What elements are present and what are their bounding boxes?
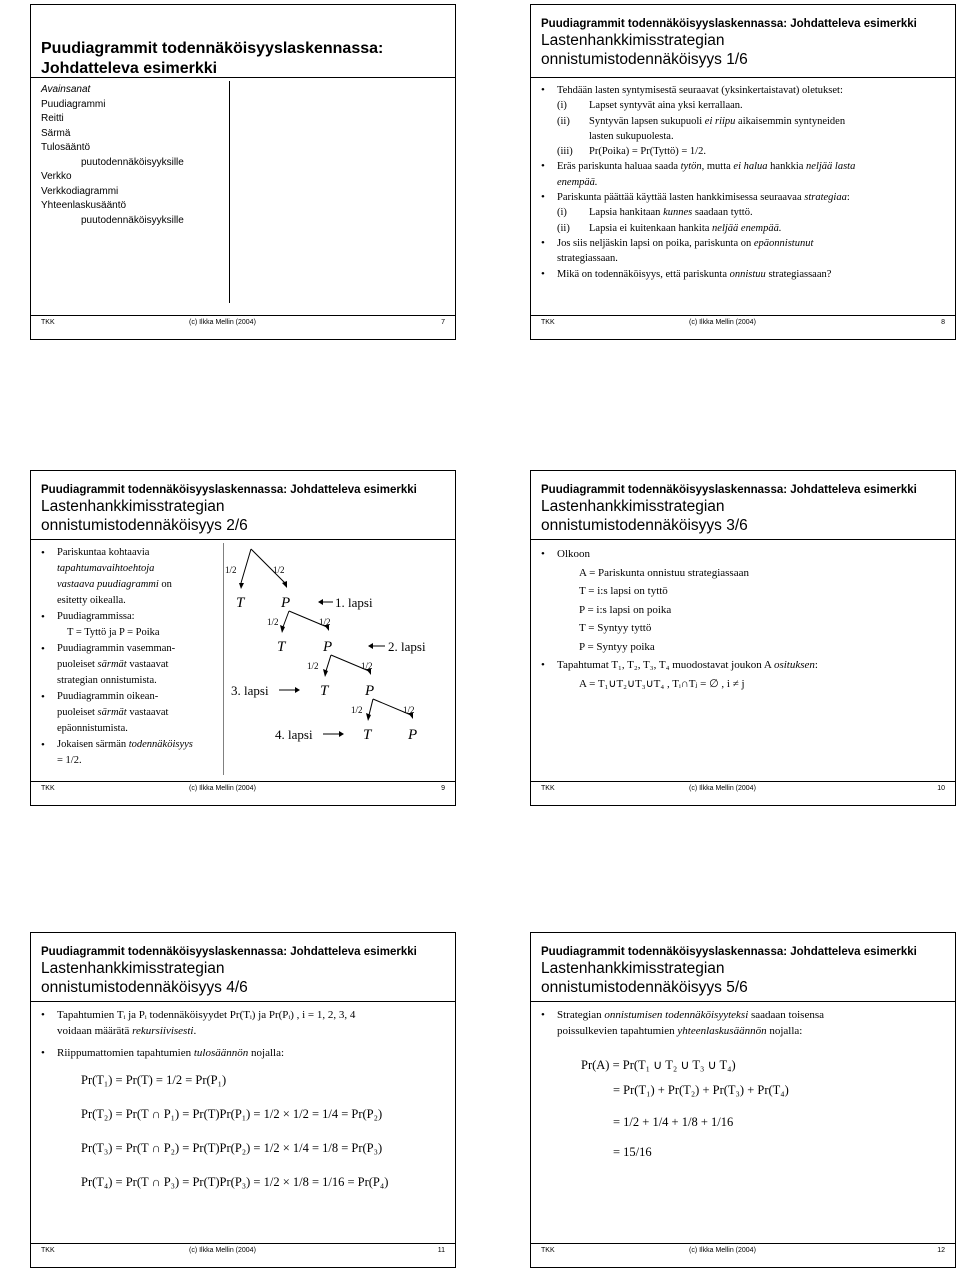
- equation: Pr(T₃) = Pr(T ∩ P₂) = Pr(T)Pr(P₂) = 1/2 × 1/4 = 1/8 = Pr(P₃): [81, 1141, 383, 1155]
- node-t: T: [320, 683, 329, 699]
- list-item: • Puudiagrammin vasemman- puoleiset särmät vastaavat strategian onnistumista.: [41, 641, 227, 689]
- list-item: • Tapahtumien Tᵢ ja Pᵢ todennäköisyydet Pr(Tᵢ) ja Pr(Pᵢ) , i = 1, 2, 3, 4 voidaan määrätä rekursiivisesti.: [41, 1007, 441, 1039]
- keyword: Puudiagrammi: [41, 98, 106, 110]
- title-line: Lastenhankkimisstrategian: [41, 960, 225, 977]
- equation: = 15/16: [613, 1145, 652, 1159]
- footer-copyright: (c) Ilkka Mellin (2004): [189, 785, 256, 792]
- child-label: 4. lapsi: [275, 727, 313, 742]
- list-item: P = Syntyy poika: [579, 640, 655, 653]
- keyword: Tulosääntö: [41, 142, 91, 153]
- list-item: • Riippumattomien tapahtumien tulosäännön nojalla:: [41, 1045, 441, 1061]
- bullet-list: [41, 545, 227, 769]
- divider: [31, 77, 455, 78]
- title-line: Lastenhankkimisstrategian: [41, 498, 225, 515]
- edge-prob: 1/2: [267, 617, 279, 627]
- list-item: A = Pariskunta onnistuu strategiassaan: [579, 566, 749, 579]
- divider: [531, 315, 955, 316]
- list-item: (ii) Syntyvän lapsen sukupuoli ei riipu aikaisemmin syntyneiden lasten sukupuolesta.: [557, 115, 846, 142]
- divider: [531, 781, 955, 782]
- title-line: onnistumistodennäköisyys 4/6: [41, 979, 248, 996]
- edge-prob: 1/2: [351, 705, 363, 715]
- keyword: Särmä: [41, 127, 71, 139]
- slide-10: [530, 470, 956, 806]
- list-item: • Strategian onnistumisen todennäköisyyteksi saadaan toisensa poissulkevien tapahtumien yhteenlaskusäännön nojalla:: [541, 1007, 941, 1039]
- page-number: 12: [937, 1247, 945, 1254]
- divider: [531, 77, 955, 78]
- equation: Pr(A) = Pr(T₁ ∪ T₂ ∪ T₃ ∪ T₄): [581, 1058, 736, 1072]
- list-item: P = i:s lapsi on poika: [579, 603, 672, 616]
- list-item: • Pariskunta päättää käyttää lasten hankkimisessa seuraavaa strategiaa:: [541, 190, 941, 205]
- bullet-list: [541, 1007, 941, 1039]
- header-small: Puudiagrammit todennäköisyyslaskennassa: Johdatteleva esimerkki: [541, 946, 917, 958]
- list-item: • Mikä on todennäköisyys, että pariskunta onnistuu strategiassaan?: [541, 267, 941, 282]
- edge-prob: 1/2: [273, 565, 285, 575]
- footer-org: TKK: [541, 319, 555, 326]
- list-item: A = T₁∪T₂∪T₃∪T₄ , Tᵢ∩Tⱼ = ∅ , i ≠ j: [579, 677, 745, 690]
- list-item: • Tapahtumat T₁, T₂, T₃, T₄ muodostavat joukon A osituksen:: [541, 656, 941, 675]
- header-small: Puudiagrammit todennäköisyyslaskennassa: Johdatteleva esimerkki: [541, 18, 917, 30]
- title-line: onnistumistodennäköisyys 1/6: [541, 51, 748, 68]
- slide-header: [541, 483, 947, 535]
- title-line: onnistumistodennäköisyys 2/6: [41, 517, 248, 534]
- keyword: puutodennäköisyyksille: [81, 214, 184, 226]
- slide-header: [41, 483, 447, 535]
- keyword: puutodennäköisyyksille: [81, 156, 184, 168]
- title-line: Puudiagrammit todennäköisyyslaskennassa:: [41, 40, 384, 57]
- node-p: P: [365, 683, 375, 699]
- list-item: (i) Lapset syntyvät aina yksi kerrallaan.: [557, 100, 743, 112]
- page-number: 10: [937, 785, 945, 792]
- bullet-list: [41, 1007, 441, 1061]
- keywords-heading: Avainsanat: [41, 84, 91, 95]
- footer-org: TKK: [41, 785, 55, 792]
- child-label: 2. lapsi: [388, 639, 426, 654]
- node-t: T: [363, 727, 372, 743]
- page-number: 8: [941, 319, 945, 326]
- footer-copyright: (c) Ilkka Mellin (2004): [689, 785, 756, 792]
- list-item: (i) Lapsia hankitaan kunnes saadaan tyttö.: [557, 207, 753, 219]
- page-number: 7: [441, 319, 445, 326]
- slide-12: [530, 932, 956, 1268]
- footer: [541, 319, 945, 329]
- footer: [41, 785, 445, 795]
- list-item: • Puudiagrammissa: T = Tyttö ja P = Poika: [41, 609, 227, 641]
- slide-header: [541, 945, 947, 997]
- slide-title: [41, 39, 447, 79]
- vertical-divider: [229, 81, 230, 303]
- keyword: Verkkodiagrammi: [41, 185, 119, 197]
- divider: [531, 1001, 955, 1002]
- title-line: onnistumistodennäköisyys 3/6: [541, 517, 748, 534]
- page-number: 9: [441, 785, 445, 792]
- footer: [41, 1247, 445, 1257]
- list-item: (ii) Lapsia ei kuitenkaan hankita neljää enempää.: [557, 222, 782, 234]
- divider: [31, 539, 455, 540]
- divider: [531, 539, 955, 540]
- node-p: P: [408, 727, 418, 743]
- node-t: T: [236, 595, 245, 611]
- node-p: P: [281, 595, 291, 611]
- footer-copyright: (c) Ilkka Mellin (2004): [189, 319, 256, 326]
- header-small: Puudiagrammit todennäköisyyslaskennassa: Johdatteleva esimerkki: [541, 484, 917, 496]
- title-line: Johdatteleva esimerkki: [41, 60, 218, 77]
- edge-prob: 1/2: [225, 565, 237, 575]
- list-item: • Jokaisen särmän todennäköisyys = 1/2.: [41, 737, 227, 769]
- node-p: P: [323, 639, 333, 655]
- divider: [31, 1243, 455, 1244]
- divider: [531, 1243, 955, 1244]
- footer-org: TKK: [541, 1247, 555, 1254]
- equation: Pr(T₁) = Pr(T) = 1/2 = Pr(P₁): [81, 1073, 227, 1087]
- slide-header: [541, 17, 947, 69]
- title-line: Lastenhankkimisstrategian: [541, 960, 725, 977]
- bullet-list: [541, 545, 941, 693]
- list-item: • Jos siis neljäskin lapsi on poika, pariskunta on epäonnistunut strategiassaan.: [541, 236, 941, 267]
- footer: [541, 1247, 945, 1257]
- keyword: Reitti: [41, 113, 64, 124]
- keyword: Yhteenlaskusääntö: [41, 200, 127, 211]
- list-item: T = Syntyy tyttö: [579, 622, 652, 634]
- title-line: onnistumistodennäköisyys 5/6: [541, 979, 748, 996]
- divider: [31, 315, 455, 316]
- footer-copyright: (c) Ilkka Mellin (2004): [689, 1247, 756, 1254]
- slide-header: [41, 945, 447, 997]
- slide-11: [30, 932, 456, 1268]
- footer-copyright: (c) Ilkka Mellin (2004): [689, 319, 756, 326]
- footer-copyright: (c) Ilkka Mellin (2004): [189, 1247, 256, 1254]
- footer: [41, 319, 445, 329]
- slide-9: [30, 470, 456, 806]
- equation: = 1/2 + 1/4 + 1/8 + 1/16: [613, 1115, 734, 1129]
- child-label: 3. lapsi: [231, 683, 269, 698]
- edge-prob: 1/2: [403, 705, 415, 715]
- equation: = Pr(T₁) + Pr(T₂) + Pr(T₃) + Pr(T₄): [613, 1083, 789, 1097]
- title-line: Lastenhankkimisstrategian: [541, 32, 725, 49]
- edge-prob: 1/2: [319, 617, 331, 627]
- footer: [541, 785, 945, 795]
- list-item: • Puudiagrammin oikean- puoleiset särmät vastaavat epäonnistumista.: [41, 689, 227, 737]
- edge-prob: 1/2: [307, 661, 319, 671]
- footer-org: TKK: [41, 319, 55, 326]
- node-t: T: [277, 639, 286, 655]
- keyword-list: [41, 83, 184, 228]
- list-item: • Tehdään lasten syntymisestä seuraavat (yksinkertaistavat) oletukset:: [541, 83, 941, 98]
- footer-org: TKK: [541, 785, 555, 792]
- divider: [31, 781, 455, 782]
- tree-diagram: [223, 543, 453, 779]
- equation: Pr(T₄) = Pr(T ∩ P₃) = Pr(T)Pr(P₃) = 1/2 × 1/8 = 1/16 = Pr(P₄): [81, 1175, 389, 1189]
- footer-org: TKK: [41, 1247, 55, 1254]
- divider: [31, 1001, 455, 1002]
- header-small: Puudiagrammit todennäköisyyslaskennassa: Johdatteleva esimerkki: [41, 946, 417, 958]
- list-item: • Eräs pariskunta haluaa saada tytön, mutta ei halua hankkia neljää lasta enempää.: [541, 159, 941, 190]
- edge-prob: 1/2: [361, 661, 373, 671]
- bullet-list: [541, 83, 941, 282]
- slide-8: [530, 4, 956, 340]
- list-item: (iii) Pr(Poika) = Pr(Tyttö) = 1/2.: [557, 146, 706, 158]
- list-item: T = i:s lapsi on tyttö: [579, 585, 668, 597]
- title-line: Lastenhankkimisstrategian: [541, 498, 725, 515]
- page-number: 11: [437, 1247, 445, 1254]
- child-label: 1. lapsi: [335, 595, 373, 610]
- header-small: Puudiagrammit todennäköisyyslaskennassa: Johdatteleva esimerkki: [41, 484, 417, 496]
- list-item: • Pariskuntaa kohtaavia tapahtumavaihtoehtoja vastaava puudiagrammi on esitetty oikealla.: [41, 545, 227, 609]
- keyword: Verkko: [41, 171, 72, 182]
- list-item: • Olkoon: [541, 545, 941, 564]
- slide-7: [30, 4, 456, 340]
- equation: Pr(T₂) = Pr(T ∩ P₁) = Pr(T)Pr(P₁) = 1/2 × 1/2 = 1/4 = Pr(P₂): [81, 1107, 383, 1121]
